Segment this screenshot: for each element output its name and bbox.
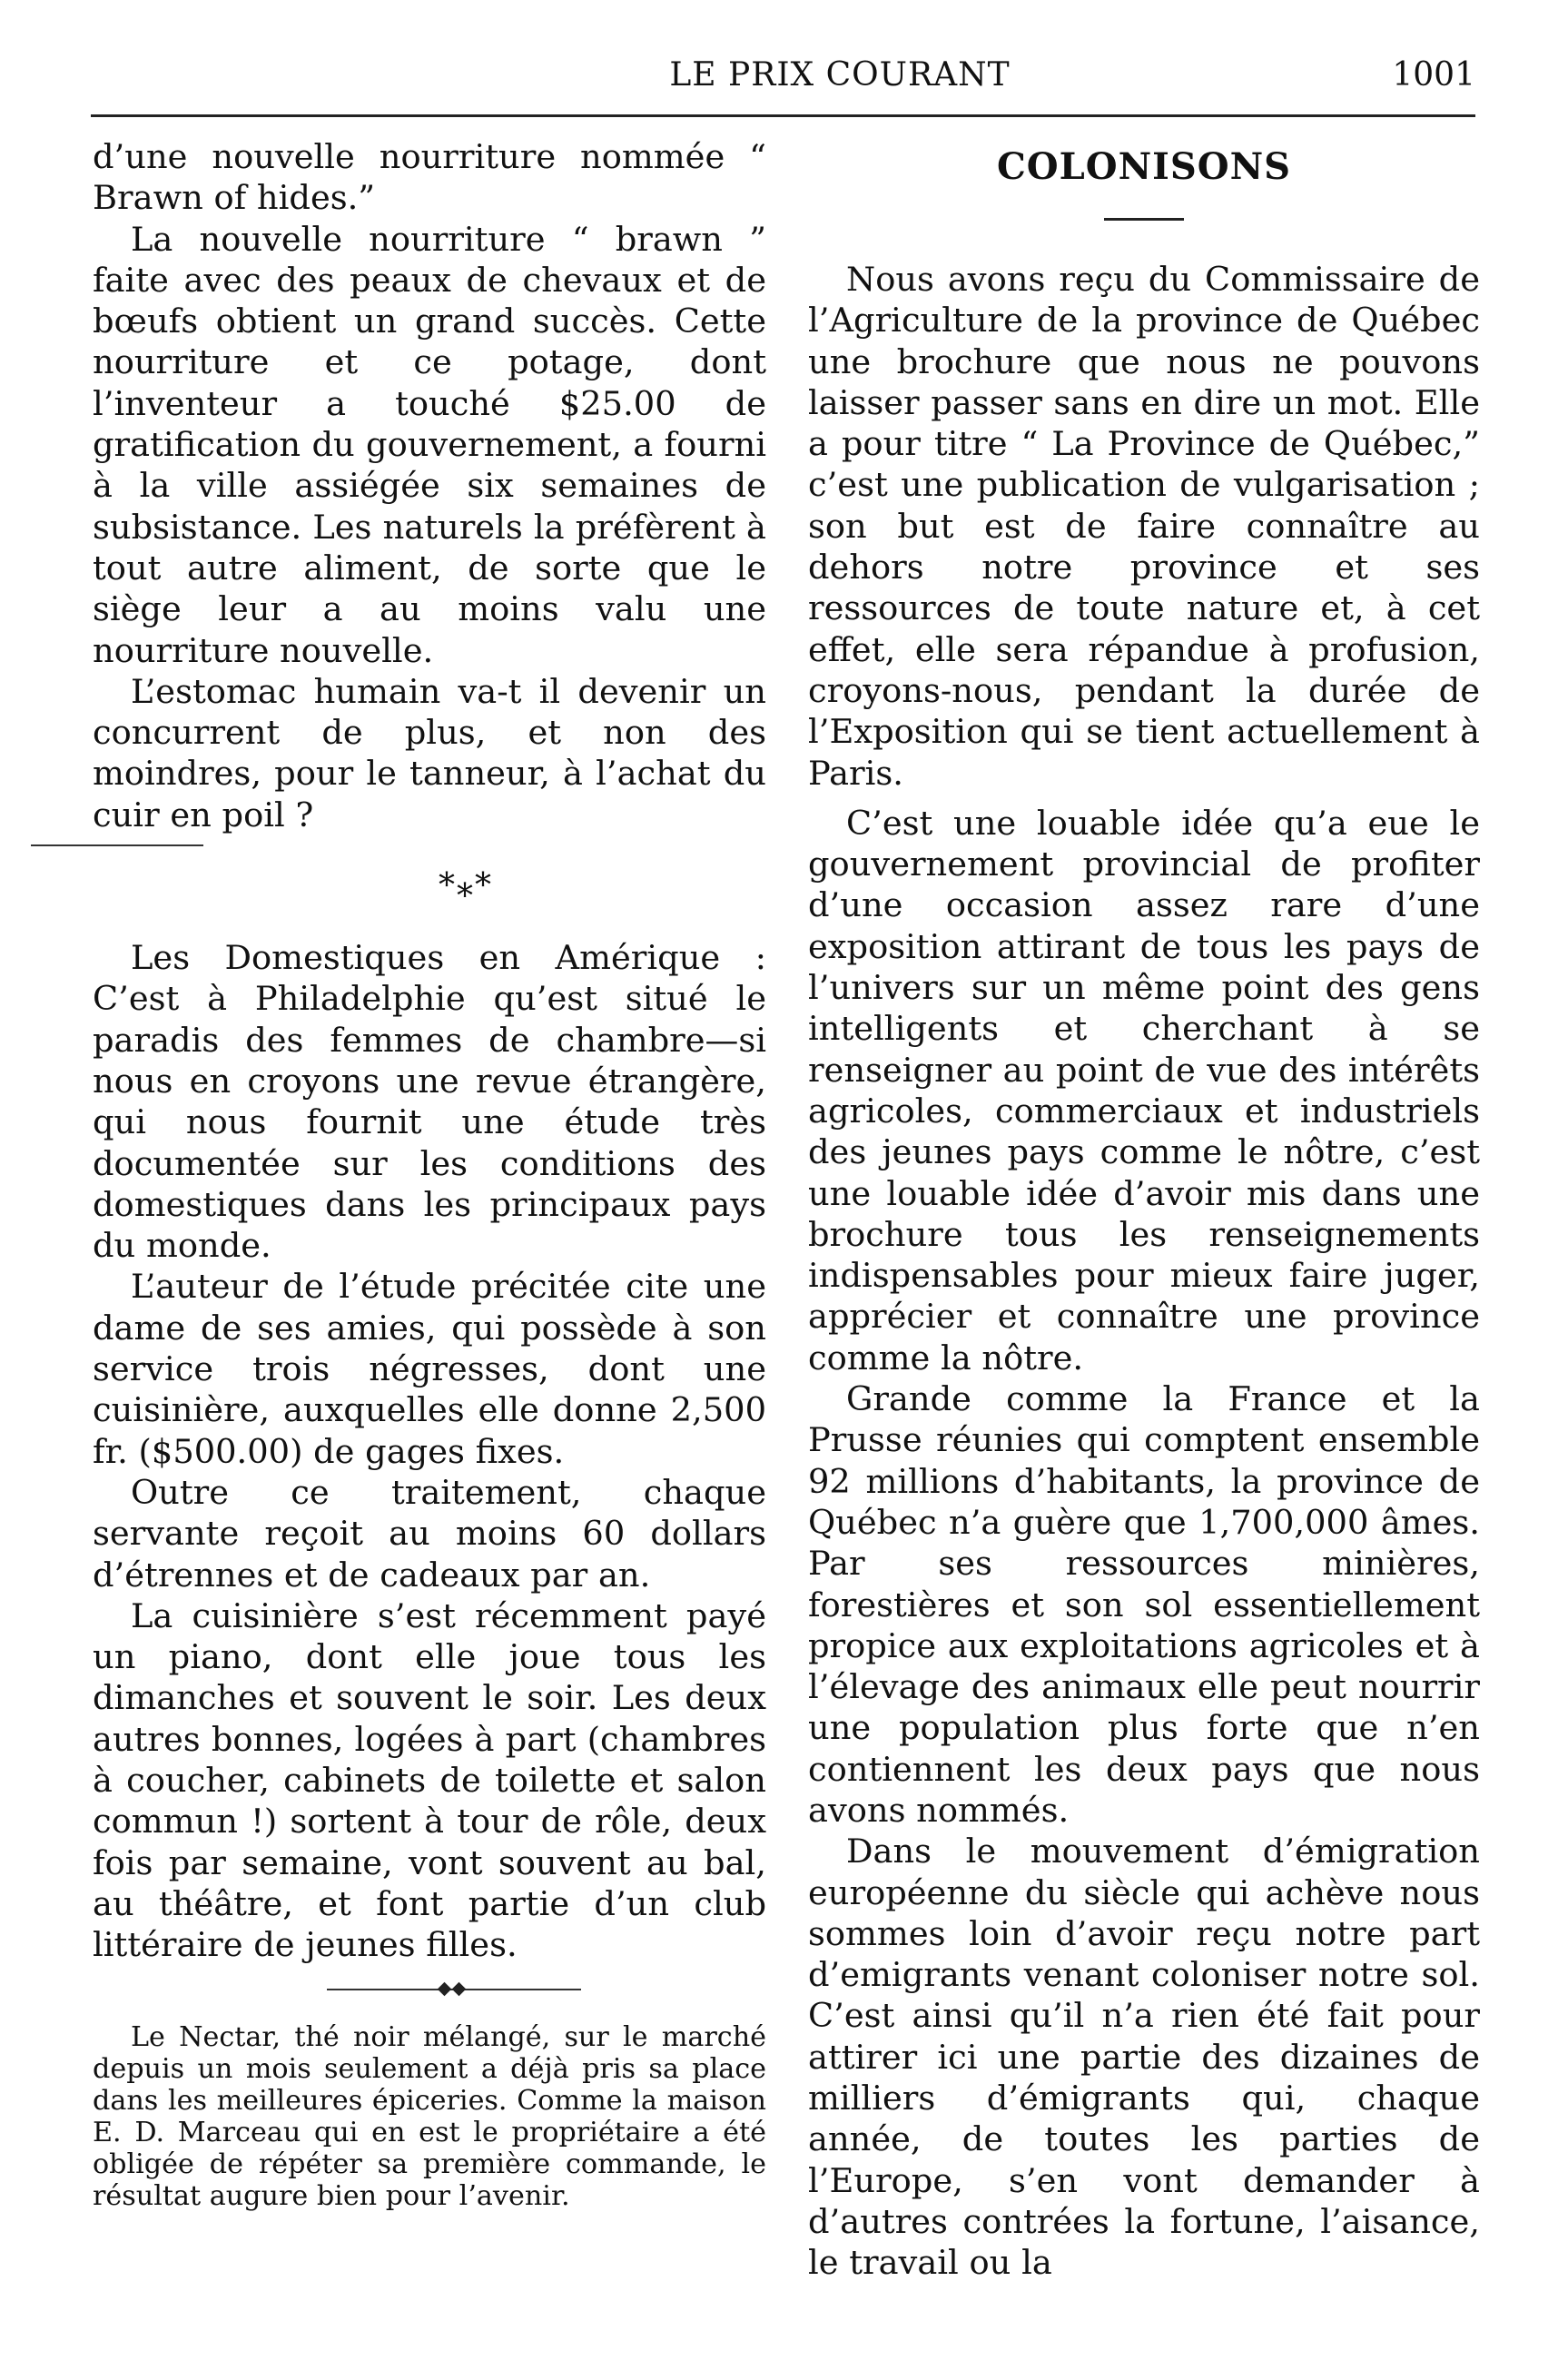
paragraph: C’est une louable idée qu’a eue le gouvernement provincial de profiter d’une occasion assez rare d’une exposition attirant de tous les pays de l’univers sur un même point des gens intelligents et cherchant à se renseigner au point de vue des intérêts agricoles, commerciaux et industriels des jeunes pays comme le nôtre, c’est une louable idée d’avoir mis dans une brochure tous les renseignements indispensables pour mieux faire juger, apprécier et connaître une province comme la nôtre. [808,803,1480,1378]
section-separator [93,835,766,937]
running-title: LE PRIX COURANT [669,56,1011,94]
paragraph: Dans le mouvement d’émigration européenne du siècle qui achève nous sommes loin d’avoir reçu notre part d’emigrants venant coloniser notre sol. C’est ainsi qu’il n’a rien été fait pour attirer ici une partie des dizaines de milliers d’émigrants qui, chaque année, de toutes les parties de l’Europe, s’en vont demander à d’autres contrées la fortune, l’aisance, le travail ou la [808,1832,1480,2283]
left-column [93,136,766,2212]
paragraph: L’auteur de l’étude précitée cite une dame de ses amies, qui possède à son service trois négresses, dont une cuisinière, auxquelles elle donne 2,500 fr. ($500.00) de gages fixes. [93,1267,766,1471]
paragraph: La cuisinière s’est récemment payé un piano, dont elle joue tous les dimanches et souvent le soir. Les deux autres bonnes, logées à part (chambres à coucher, cabinets de toilette et salon commun !) sortent à tour de rôle, deux fois par semaine, vont souvent au bal, au théâtre, et font partie d’un club littéraire de jeunes filles. [93,1595,766,1965]
notice-paragraph: Le Nectar, thé noir mélangé, sur le marché depuis un mois seulement a déjà pris sa place dans les meilleures épiceries. Comme la maison E. D. Marceau qui en est le propriétaire a été obligée de répéter sa première commande, le résultat augure bien pour l’avenir. [93,2021,766,2213]
diamond-icon [438,1982,452,1997]
article-title: COLONISONS [996,145,1292,188]
paragraph: Les Domestiques en Amérique : C’est à Philadelphie qu’est situé le paradis des femmes de chambre—si nous en croyons une revue étrangère, qui nous fournit une étude très documentée sur les conditions des domestiques dans les principaux pays du monde. [93,938,766,1266]
separator-rule [31,844,203,846]
paragraph: La nouvelle nourriture “ brawn ” faite avec des peaux de chevaux et de bœufs obtient un grand succès. Cette nourriture et ce potage, dont l’inventeur a touché $25.00 de gratification du gouvernement, a fourni à la ville assiégée six semaines de subsistance. Les naturels la préfèrent à tout autre aliment, de sorte que le siège leur a au moins valu une nourriture nouvelle. [93,219,766,670]
paragraph: Nous avons reçu du Commissaire de l’Agriculture de la province de Québec une brochure que nous ne pouvons laisser passer sans en dire un mot. Elle a pour titre “ La Province de Québec,” c’est une publication de vulgarisation ; son but est de faire connaître au dehors notre province et ses ressources de toute nature et, à cet effet, elle sera répandue à profusion, croyons-nous, pendant la durée de l’Exposition qui se tient actuellement à Paris. [808,260,1480,793]
asterism: *⁎* [439,867,493,905]
right-column [808,136,1480,2284]
paragraph: d’une nouvelle nourriture nommée “ Brawn of hides.” [93,137,766,218]
paragraph: L’estomac humain va-t il devenir un concurrent de plus, et non des moindres, pour le tanneur, à l’achat du cuir en poil ? [93,671,766,834]
ornament-divider [93,1965,766,2016]
paragraph: Grande comme la France et la Prusse réunies qui comptent ensemble 92 millions d’habitants, la province de Québec n’a guère que 1,700,000 âmes. Par ses ressources minières, forestières et son sol essentiellement propice aux exploitations agricoles et à l’élevage des animaux elle peut nourrir une population plus forte que n’en contiennent les deux pays que nous avons nommés. [808,1379,1480,1830]
page-number: 1001 [1392,56,1475,94]
paragraph: Outre ce traitement, chaque servante reçoit au moins 60 dollars d’étrennes et de cadeaux par an. [93,1472,766,1595]
diamond-icon [452,1982,467,1997]
title-rule [1104,218,1184,221]
header-rule [91,114,1475,117]
page-header [91,56,1475,102]
